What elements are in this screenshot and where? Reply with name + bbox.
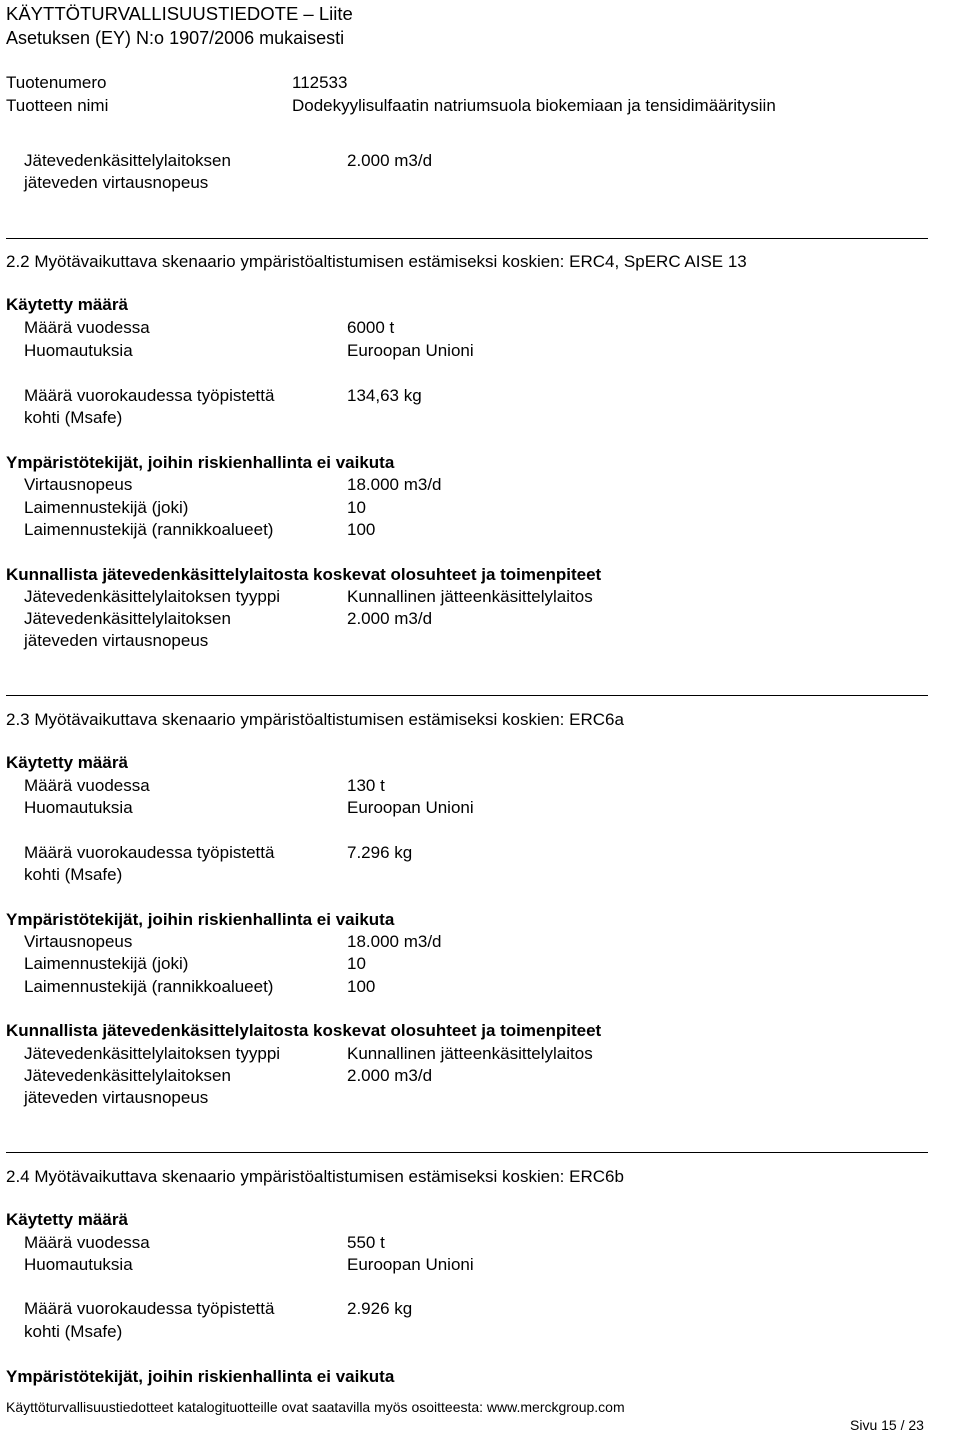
- flow-rate-label: Virtausnopeus: [24, 475, 133, 494]
- daily-amount-value: 7.296 kg: [347, 843, 413, 862]
- daily-amount-label-line2: kohti (Msafe): [24, 408, 123, 427]
- dilution-coast-value: 100: [347, 977, 376, 996]
- section-divider: [6, 1152, 928, 1153]
- used-amount-heading: Käytetty määrä: [6, 1210, 128, 1229]
- remarks-value: Euroopan Unioni: [347, 798, 474, 817]
- dilution-coast-label: Laimennustekijä (rannikkoalueet): [24, 977, 274, 996]
- dilution-coast-label: Laimennustekijä (rannikkoalueet): [24, 520, 274, 539]
- product-number: 112533: [292, 73, 348, 92]
- document-title: KÄYTTÖTURVALLISUUSTIEDOTE – Liite: [6, 3, 353, 24]
- daily-amount-value: 2.926 kg: [347, 1299, 413, 1318]
- product-name-label: Tuotteen nimi: [6, 96, 109, 115]
- remarks-value: Euroopan Unioni: [347, 341, 474, 360]
- document-subtitle: Asetuksen (EY) N:o 1907/2006 mukaisesti: [6, 28, 345, 48]
- product-name: Dodekyylisulfaatin natriumsuola biokemiaan ja tensidimääritysiin: [292, 96, 776, 115]
- stp-type-value: Kunnallinen jätteenkäsittelylaitos: [347, 587, 593, 606]
- stp-flow-label-line2: jäteveden virtausnopeus: [24, 1088, 209, 1107]
- section-heading: 2.3 Myötävaikuttava skenaario ympäristöaltistumisen estämiseksi koskien: ERC6a: [6, 710, 624, 729]
- used-amount-heading: Käytetty määrä: [6, 753, 128, 772]
- remarks-label: Huomautuksia: [24, 341, 133, 360]
- page-number: Sivu 15 / 23: [850, 1417, 924, 1433]
- remarks-label: Huomautuksia: [24, 1255, 133, 1274]
- stp-type-label: Jätevedenkäsittelylaitoksen tyyppi: [24, 587, 281, 606]
- flow-rate-value: 18.000 m3/d: [347, 932, 442, 951]
- stp-flow-label-line2: jäteveden virtausnopeus: [24, 631, 209, 650]
- stp-type-label: Jätevedenkäsittelylaitoksen tyyppi: [24, 1044, 281, 1063]
- footer-note: Käyttöturvallisuustiedotteet katalogituotteille ovat saatavilla myös osoitteesta: www.merckgroup.com: [6, 1399, 625, 1415]
- dilution-river-value: 10: [347, 954, 366, 973]
- annual-amount-label: Määrä vuodessa: [24, 776, 150, 795]
- daily-amount-label-line2: kohti (Msafe): [24, 1322, 123, 1341]
- annual-amount-value: 6000 t: [347, 318, 395, 337]
- env-factors-heading: Ympäristötekijät, joihin riskienhallinta ei vaikuta: [6, 1367, 395, 1386]
- annual-amount-value: 550 t: [347, 1233, 385, 1252]
- flow-rate-value: 18.000 m3/d: [347, 475, 442, 494]
- stp-flow-value: 2.000 m3/d: [347, 151, 433, 170]
- daily-amount-label-line2: kohti (Msafe): [24, 865, 123, 884]
- env-factors-heading: Ympäristötekijät, joihin riskienhallinta ei vaikuta: [6, 453, 395, 472]
- dilution-river-value: 10: [347, 498, 366, 517]
- daily-amount-label: Määrä vuorokaudessa työpistettä: [24, 1299, 275, 1318]
- section-heading: 2.4 Myötävaikuttava skenaario ympäristöaltistumisen estämiseksi koskien: ERC6b: [6, 1167, 624, 1186]
- product-number-label: Tuotenumero: [6, 73, 107, 92]
- flow-rate-label: Virtausnopeus: [24, 932, 133, 951]
- stp-flow-value: 2.000 m3/d: [347, 1066, 433, 1085]
- dilution-river-label: Laimennustekijä (joki): [24, 954, 189, 973]
- annual-amount-value: 130 t: [347, 776, 385, 795]
- stp-flow-label: Jätevedenkäsittelylaitoksen: [24, 609, 231, 628]
- stp-flow-label-line2: jäteveden virtausnopeus: [24, 173, 209, 192]
- annual-amount-label: Määrä vuodessa: [24, 318, 150, 337]
- stp-flow-label: Jätevedenkäsittelylaitoksen: [24, 1066, 231, 1085]
- section-heading: 2.2 Myötävaikuttava skenaario ympäristöaltistumisen estämiseksi koskien: ERC4, SpERC AISE 13: [6, 252, 747, 271]
- stp-flow-value: 2.000 m3/d: [347, 609, 433, 628]
- stp-flow-label: Jätevedenkäsittelylaitoksen: [24, 151, 231, 170]
- remarks-value: Euroopan Unioni: [347, 1255, 474, 1274]
- section-divider: [6, 238, 928, 239]
- stp-type-value: Kunnallinen jätteenkäsittelylaitos: [347, 1044, 593, 1063]
- annual-amount-label: Määrä vuodessa: [24, 1233, 150, 1252]
- stp-conditions-heading: Kunnallista jätevedenkäsittelylaitosta koskevat olosuhteet ja toimenpiteet: [6, 1021, 602, 1040]
- used-amount-heading: Käytetty määrä: [6, 295, 128, 314]
- dilution-coast-value: 100: [347, 520, 376, 539]
- daily-amount-label: Määrä vuorokaudessa työpistettä: [24, 386, 275, 405]
- env-factors-heading: Ympäristötekijät, joihin riskienhallinta ei vaikuta: [6, 910, 395, 929]
- dilution-river-label: Laimennustekijä (joki): [24, 498, 189, 517]
- section-divider: [6, 695, 928, 696]
- stp-conditions-heading: Kunnallista jätevedenkäsittelylaitosta koskevat olosuhteet ja toimenpiteet: [6, 565, 602, 584]
- remarks-label: Huomautuksia: [24, 798, 133, 817]
- daily-amount-label: Määrä vuorokaudessa työpistettä: [24, 843, 275, 862]
- daily-amount-value: 134,63 kg: [347, 386, 422, 405]
